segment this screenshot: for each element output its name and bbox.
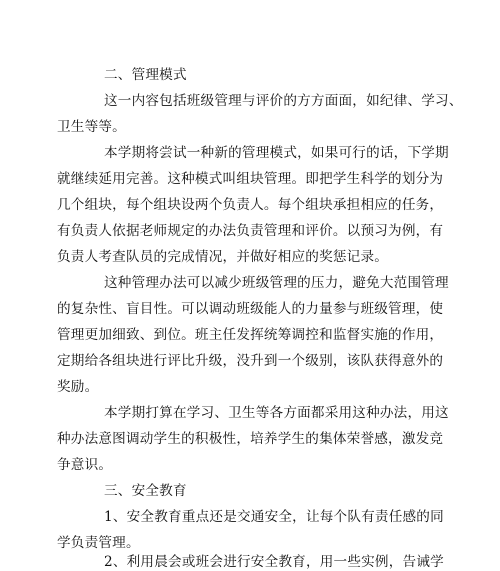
- section-heading-management-mode: 二、管理模式: [104, 67, 187, 83]
- paragraph-line: 卫生等等。: [57, 119, 126, 135]
- paragraph-line: 定期给各组块进行评比升级，没升到一个级别，该队获得意外的: [57, 353, 444, 369]
- paragraph-line: 这种管理办法可以减少班级管理的压力，避免大范围管理: [104, 275, 449, 291]
- paragraph-line: 几个组块，每个组块设两个负责人。每个组块承担相应的任务，: [57, 197, 444, 213]
- section-heading-safety-education: 三、安全教育: [104, 483, 187, 499]
- paragraph-line: 种办法意图调动学生的积极性，培养学生的集体荣誉感，激发竞: [57, 431, 444, 447]
- paragraph-line-cropped: 2、利用晨会或班会进行安全教育，用一些实例，告诫学: [104, 554, 444, 570]
- paragraph-line: 1、安全教育重点还是交通安全，让每个队有责任感的同: [104, 509, 444, 525]
- paragraph-line: 这一内容包括班级管理与评价的方方面面，如纪律、学习、: [104, 93, 463, 109]
- paragraph-line: 有负责人依据老师规定的办法负责管理和评价。以预习为例，有: [57, 223, 444, 239]
- paragraph-line: 本学期将尝试一种新的管理模式，如果可行的话，下学期: [104, 145, 449, 161]
- cropped-line-container: [104, 554, 444, 570]
- paragraph-line: 奖励。: [57, 379, 99, 395]
- paragraph-line: 争意识。: [57, 457, 113, 473]
- paragraph-line: 学负责管理。: [57, 535, 140, 551]
- paragraph-line: 管理更加细致、到位。班主任发挥统筹调控和监督实施的作用，: [57, 327, 444, 343]
- paragraph-line: 本学期打算在学习、卫生等各方面都采用这种办法，用这: [104, 405, 449, 421]
- paragraph-line: 的复杂性、盲目性。可以调动班级能人的力量参与班级管理，使: [57, 301, 444, 317]
- paragraph-line: 就继续延用完善。这种模式叫组块管理。即把学生科学的划分为: [57, 171, 444, 187]
- paragraph-line: 负责人考查队员的完成情况，并做好相应的奖惩记录。: [57, 249, 389, 265]
